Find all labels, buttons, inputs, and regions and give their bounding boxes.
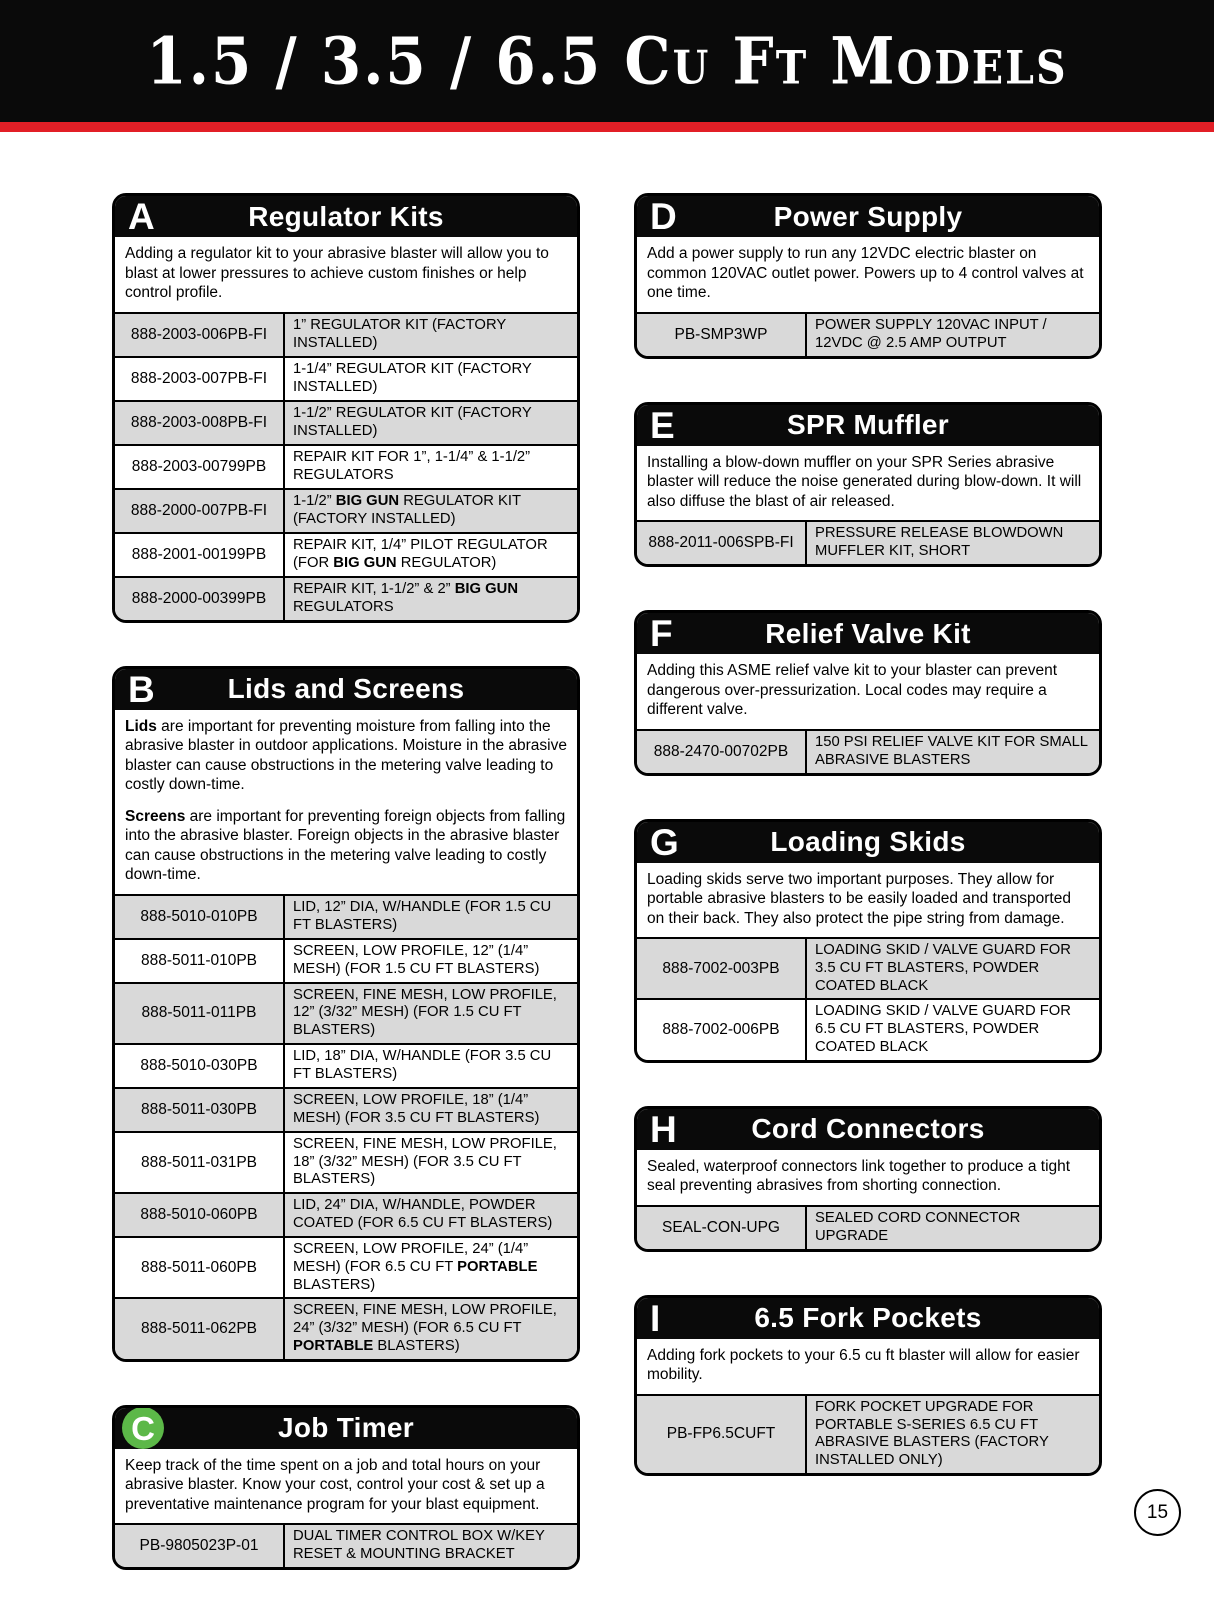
part-number-cell: PB-FP6.5CUFT [637, 1395, 806, 1473]
parts-table-row [637, 730, 1099, 773]
section-intro [115, 710, 577, 894]
part-description-cell: SCREEN, LOW PROFILE, 24” (1/4” MESH) (FOR 6.5 CU FT PORTABLE BLASTERS) [284, 1237, 577, 1298]
part-description-cell: POWER SUPPLY 120VAC INPUT / 12VDC @ 2.5 AMP OUTPUT [806, 313, 1099, 356]
section-letter: G [650, 821, 679, 863]
section-intro-paragraph: Installing a blow-down muffler on your SPR Series abrasive blaster will reduce the noise generated during blow-down. It will also diffuse the blast of air released. [647, 453, 1082, 510]
page-number-badge [1134, 1489, 1181, 1536]
section-intro [637, 1150, 1099, 1205]
content-area [0, 132, 1214, 1613]
section-letter: F [650, 613, 673, 655]
section-header [637, 196, 1099, 237]
parts-table-row [115, 445, 577, 489]
section-intro [637, 863, 1099, 938]
parts-table-row [115, 489, 577, 533]
parts-table-row [115, 313, 577, 357]
section-letter: D [650, 196, 677, 237]
parts-table [637, 937, 1099, 1060]
part-number-cell: 888-5011-010PB [115, 939, 284, 983]
parts-table-row [115, 1193, 577, 1237]
part-number-cell: 888-5011-030PB [115, 1088, 284, 1132]
section-title: Job Timer [277, 1412, 414, 1444]
part-description-cell: REPAIR KIT FOR 1”, 1-1/4” & 1-1/2” REGULATORS [284, 445, 577, 489]
part-number-cell: PB-9805023P-01 [115, 1524, 284, 1567]
parts-table-row [115, 1044, 577, 1088]
part-section [634, 402, 1102, 568]
part-description-cell: SCREEN, LOW PROFILE, 18” (1/4” MESH) (FOR 3.5 CU FT BLASTERS) [284, 1088, 577, 1132]
section-intro-paragraph: Add a power supply to run any 12VDC electric blaster on common 120VAC outlet power. Powers up to 4 control valves at one time. [647, 245, 1084, 302]
parts-table-row [115, 401, 577, 445]
section-title: Relief Valve Kit [765, 617, 971, 649]
part-number-cell: 888-5010-010PB [115, 895, 284, 939]
part-description-cell: SEALED CORD CONNECTOR UPGRADE [806, 1206, 1099, 1249]
part-number-cell: 888-5011-060PB [115, 1237, 284, 1298]
section-title: SPR Muffler [787, 409, 949, 441]
part-number-cell: 888-7002-006PB [637, 999, 806, 1059]
parts-table [115, 312, 577, 620]
part-number-cell: 888-5011-011PB [115, 983, 284, 1044]
part-number-cell: 888-2000-007PB-FI [115, 489, 284, 533]
section-intro [115, 1449, 577, 1524]
part-number-cell: 888-5011-031PB [115, 1132, 284, 1193]
parts-table-row [115, 983, 577, 1044]
parts-table-row [115, 1088, 577, 1132]
section-header [115, 669, 577, 710]
part-description-cell: SCREEN, LOW PROFILE, 12” (1/4” MESH) (FOR 1.5 CU FT BLASTERS) [284, 939, 577, 983]
section-header [637, 1298, 1099, 1339]
section-intro-paragraph: Adding a regulator kit to your abrasive blaster will allow you to blast at lower pressures to achieve custom finishes or help control profile. [125, 245, 549, 302]
part-number-cell: 888-2001-00199PB [115, 533, 284, 577]
parts-table [637, 1205, 1099, 1249]
part-section [634, 1295, 1102, 1476]
section-header [637, 405, 1099, 446]
parts-table-row [115, 1237, 577, 1298]
section-title: Cord Connectors [751, 1113, 985, 1145]
section-title: Power Supply [773, 200, 963, 232]
parts-table-row [115, 895, 577, 939]
part-number-cell: 888-7002-003PB [637, 938, 806, 999]
section-intro [115, 237, 577, 312]
part-number-cell: 888-2011-006SPB-FI [637, 521, 806, 564]
parts-table [115, 894, 577, 1359]
section-letter: E [650, 404, 675, 446]
parts-table-row [115, 357, 577, 401]
part-description-cell: FORK POCKET UPGRADE FOR PORTABLE S-SERIES 6.5 CU FT ABRASIVE BLASTERS (FACTORY INSTALLED ONLY) [806, 1395, 1099, 1473]
part-description-cell: 150 PSI RELIEF VALVE KIT FOR SMALL ABRASIVE BLASTERS [806, 730, 1099, 773]
section-header [637, 613, 1099, 654]
part-description-cell: 1” REGULATOR KIT (FACTORY INSTALLED) [284, 313, 577, 357]
section-intro-paragraph: Screens are important for preventing foreign objects from falling into the abrasive blaster. Foreign objects in the abrasive blaster can cause obstructions in the metering valve leading to costly down-time. [125, 807, 566, 884]
part-description-cell: LOADING SKID / VALVE GUARD FOR 6.5 CU FT BLASTERS, POWDER COATED BLACK [806, 999, 1099, 1059]
part-number-cell: PB-SMP3WP [637, 313, 806, 356]
section-header [637, 822, 1099, 863]
part-section [634, 1106, 1102, 1252]
right-column [634, 193, 1102, 1519]
part-description-cell: PRESSURE RELEASE BLOWDOWN MUFFLER KIT, SHORT [806, 521, 1099, 564]
part-description-cell: 1-1/4” REGULATOR KIT (FACTORY INSTALLED) [284, 357, 577, 401]
section-intro-paragraph: Sealed, waterproof connectors link together to produce a tight seal preventing abrasives from shorting connection. [647, 1157, 1071, 1195]
section-title: 6.5 Fork Pockets [754, 1302, 982, 1334]
part-description-cell: SCREEN, FINE MESH, LOW PROFILE, 18” (3/32” MESH) (FOR 3.5 CU FT BLASTERS) [284, 1132, 577, 1193]
parts-table-row [637, 938, 1099, 999]
part-description-cell: SCREEN, FINE MESH, LOW PROFILE, 24” (3/32” MESH) (FOR 6.5 CU FT PORTABLE BLASTERS) [284, 1298, 577, 1358]
section-letter: B [128, 668, 155, 710]
part-number-cell: SEAL-CON-UPG [637, 1206, 806, 1249]
page-title: 1.5 / 3.5 / 6.5 Cu Ft Models [146, 22, 1068, 100]
part-section [112, 666, 580, 1362]
parts-table-row [637, 1395, 1099, 1473]
part-number-cell: 888-2003-006PB-FI [115, 313, 284, 357]
part-description-cell: 1-1/2” REGULATOR KIT (FACTORY INSTALLED) [284, 401, 577, 445]
section-letter: A [128, 196, 155, 237]
section-intro [637, 654, 1099, 729]
page-number: 15 [1146, 1501, 1169, 1523]
parts-table-row [637, 999, 1099, 1059]
parts-table-row [637, 521, 1099, 564]
part-description-cell: LID, 24” DIA, W/HANDLE, POWDER COATED (FOR 6.5 CU FT BLASTERS) [284, 1193, 577, 1237]
parts-table-row [115, 1132, 577, 1193]
section-intro [637, 1339, 1099, 1394]
part-description-cell: LID, 18” DIA, W/HANDLE (FOR 3.5 CU FT BLASTERS) [284, 1044, 577, 1088]
part-number-cell: 888-5010-060PB [115, 1193, 284, 1237]
part-description-cell: LOADING SKID / VALVE GUARD FOR 3.5 CU FT BLASTERS, POWDER COATED BLACK [806, 938, 1099, 999]
part-description-cell: REPAIR KIT, 1/4” PILOT REGULATOR (FOR BIG GUN REGULATOR) [284, 533, 577, 577]
section-letter: C [122, 1407, 164, 1449]
part-section [112, 1405, 580, 1571]
part-section [634, 819, 1102, 1063]
parts-table [637, 520, 1099, 564]
section-letter: I [650, 1297, 661, 1339]
part-number-cell: 888-2470-00702PB [637, 730, 806, 773]
section-title: Regulator Kits [248, 200, 444, 232]
red-stripe [0, 122, 1214, 132]
parts-table [115, 1523, 577, 1567]
part-description-cell: 1-1/2” BIG GUN REGULATOR KIT (FACTORY INSTALLED) [284, 489, 577, 533]
parts-table-row [637, 313, 1099, 356]
section-intro-paragraph: Adding this ASME relief valve kit to your blaster can prevent dangerous over-pressurization. Local codes may require a different valve. [647, 662, 1058, 719]
part-description-cell: LID, 12” DIA, W/HANDLE (FOR 1.5 CU FT BLASTERS) [284, 895, 577, 939]
part-section [112, 193, 580, 623]
part-description-cell: REPAIR KIT, 1-1/2” & 2” BIG GUN REGULATORS [284, 577, 577, 620]
part-number-cell: 888-5011-062PB [115, 1298, 284, 1358]
section-header [115, 196, 577, 237]
part-section [634, 610, 1102, 776]
parts-table [637, 729, 1099, 773]
section-intro-paragraph: Lids are important for preventing moisture from falling into the abrasive blaster in outdoor applications. Moisture in the abrasive blaster can cause obstructions in the metering valve leading to costly down-time. [125, 717, 567, 794]
section-intro [637, 237, 1099, 312]
parts-table [637, 312, 1099, 356]
section-title: Loading Skids [770, 826, 966, 858]
parts-table [637, 1394, 1099, 1473]
part-description-cell: SCREEN, FINE MESH, LOW PROFILE, 12” (3/32” MESH) (FOR 1.5 CU FT BLASTERS) [284, 983, 577, 1044]
part-number-cell: 888-5010-030PB [115, 1044, 284, 1088]
part-number-cell: 888-2003-00799PB [115, 445, 284, 489]
parts-table-row [115, 939, 577, 983]
page-header [0, 0, 1214, 122]
part-number-cell: 888-2000-00399PB [115, 577, 284, 620]
part-section [634, 193, 1102, 359]
section-intro-paragraph: Loading skids serve two important purposes. They allow for portable abrasive blasters to be easily loaded and transported on their back. They also protect the pipe string from damage. [647, 870, 1071, 927]
parts-table-row [115, 1298, 577, 1358]
section-title: Lids and Screens [227, 673, 465, 705]
parts-table-row [637, 1206, 1099, 1249]
part-number-cell: 888-2003-007PB-FI [115, 357, 284, 401]
section-header [637, 1109, 1099, 1150]
parts-table-row [115, 577, 577, 620]
part-number-cell: 888-2003-008PB-FI [115, 401, 284, 445]
parts-table-row [115, 533, 577, 577]
section-letter: H [650, 1108, 677, 1150]
section-intro-paragraph: Adding fork pockets to your 6.5 cu ft blaster will allow for easier mobility. [647, 1346, 1080, 1384]
section-intro [637, 446, 1099, 521]
part-description-cell: DUAL TIMER CONTROL BOX W/KEY RESET & MOUNTING BRACKET [284, 1524, 577, 1567]
section-intro-paragraph: Keep track of the time spent on a job and total hours on your abrasive blaster. Know your cost, control your cost & set up a preventative maintenance program for your blast equipment. [125, 1456, 545, 1513]
left-column [112, 193, 580, 1613]
section-header [115, 1408, 577, 1449]
parts-table-row [115, 1524, 577, 1567]
